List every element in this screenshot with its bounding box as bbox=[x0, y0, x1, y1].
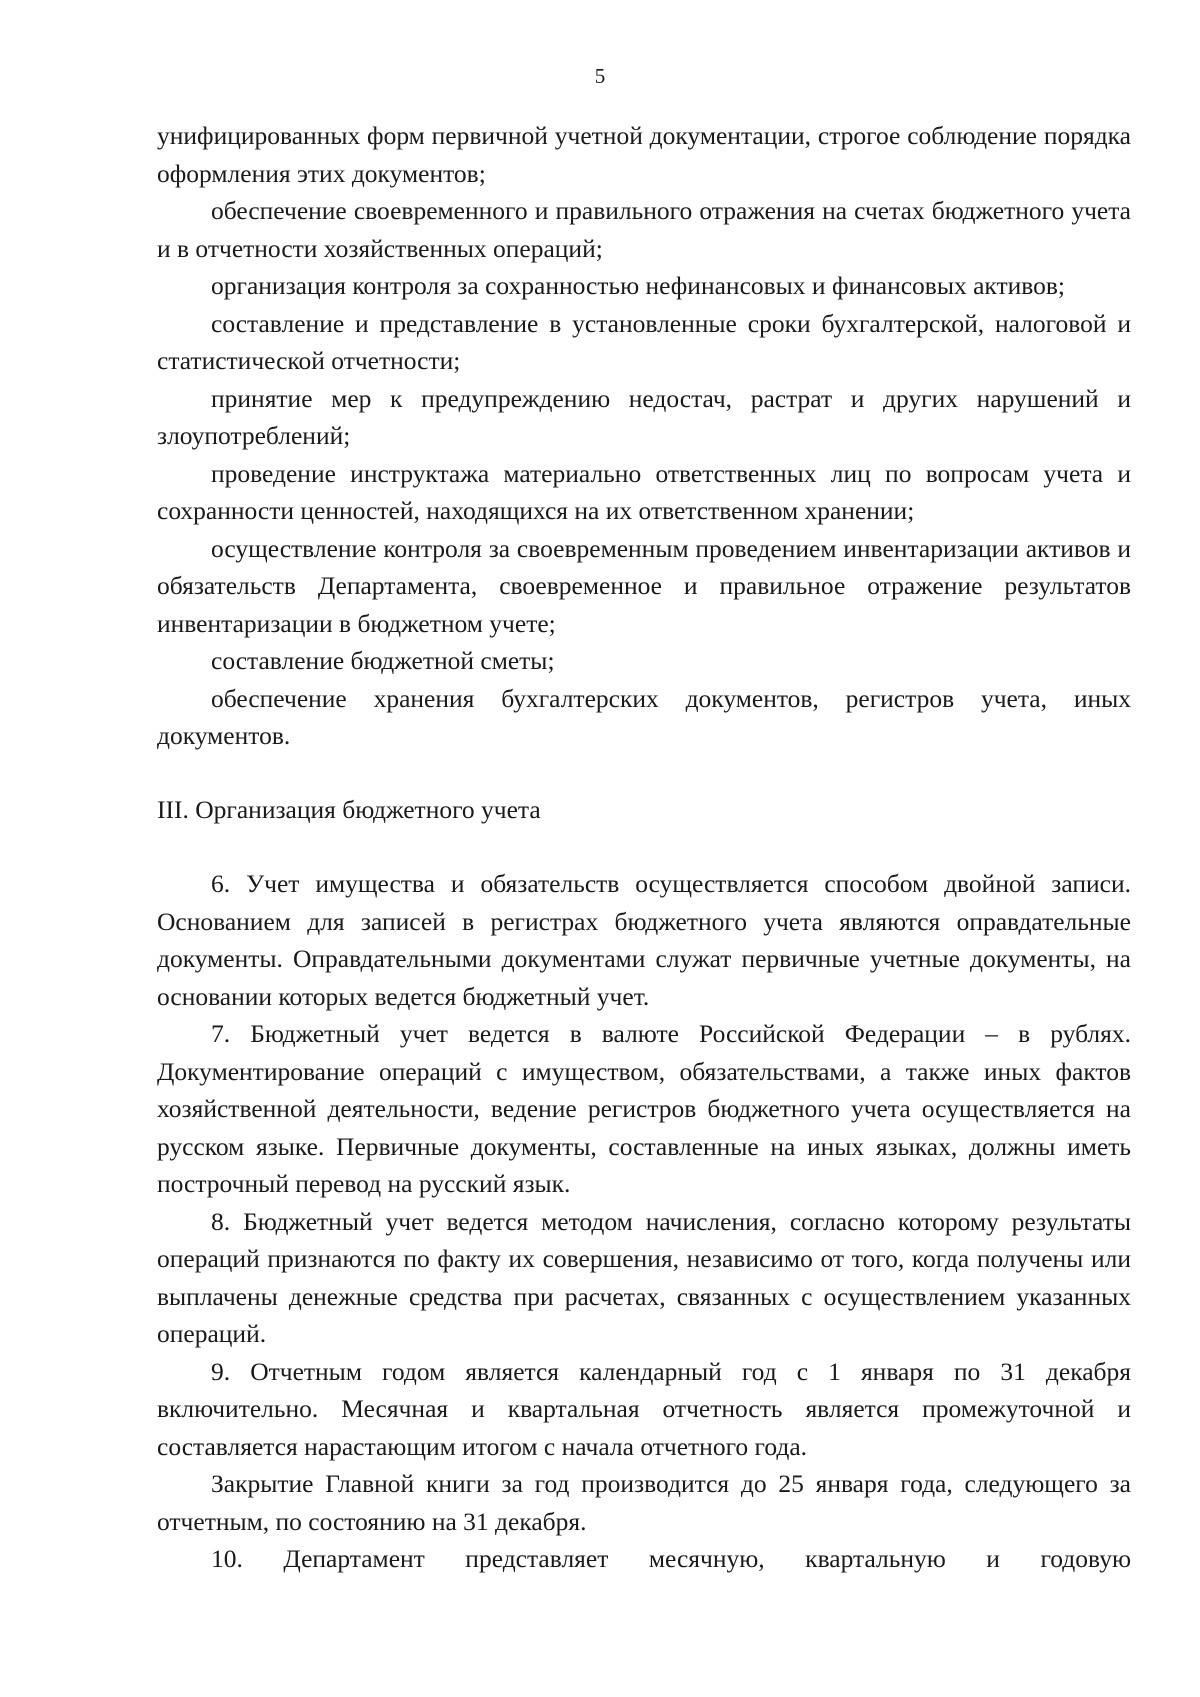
section-paragraph: Закрытие Главной книги за год производится до 25 января года, следующего за отчетным, по состоянию на 31 декабря. bbox=[157, 1469, 1131, 1536]
list-item: организация контроля за сохранностью нефинансовых и финансовых активов; bbox=[211, 271, 1066, 300]
section-paragraph: 7. Бюджетный учет ведется в валюте Российской Федерации – в рублях. Документирование операций с имуществом, обязательствами, а также иных фактов хозяйственной деятельности, ведение регистров бюджетного учета осуществляется на русском языке. Первичные документы, составленные на иных языках, должны иметь построчный перевод на русский язык. bbox=[157, 1019, 1131, 1198]
section-paragraph: 6. Учет имущества и обязательств осуществляется способом двойной записи. Основанием для записей в регистрах бюджетного учета являются оправдательные документы. Оправдательными документами служат первичные учетные документы, на основании которых ведется бюджетный учет. bbox=[157, 869, 1131, 1011]
list-item: обеспечение своевременного и правильного отражения на счетах бюджетного учета и в отчетности хозяйственных операций; bbox=[157, 196, 1131, 263]
page-number: 5 bbox=[594, 64, 606, 88]
list-item: составление и представление в установленные сроки бухгалтерской, налоговой и статистической отчетности; bbox=[157, 308, 1131, 375]
section-paragraph: 10. Департамент представляет месячную, квартальную и годовую bbox=[211, 1544, 1131, 1573]
list-item: обеспечение хранения бухгалтерских документов, регистров учета, иных документов. bbox=[157, 683, 1131, 750]
list-item: составление бюджетной сметы; bbox=[211, 646, 555, 675]
section-paragraph: 9. Отчетным годом является календарный год с 1 января по 31 декабря включительно. Месячная и квартальная отчетность является промежуточной и составляется нарастающим итогом с начала отчетного года. bbox=[157, 1356, 1131, 1461]
list-item: проведение инструктажа материально ответственных лиц по вопросам учета и сохранности ценностей, находящихся на их ответственном хранении; bbox=[157, 458, 1131, 525]
section-paragraph: 8. Бюджетный учет ведется методом начисления, согласно которому результаты операций признаются по факту их совершения, независимо от того, когда получены или выплачены денежные средства при расчетах, связанных с осуществлением указанных операций. bbox=[157, 1206, 1131, 1348]
list-item-continuation: унифицированных форм первичной учетной документации, строгое соблюдение порядка оформления этих документов; bbox=[157, 121, 1131, 188]
section-heading: III. Организация бюджетного учета bbox=[157, 794, 541, 824]
page-body bbox=[157, 117, 1131, 1578]
list-item: принятие мер к предупреждению недостач, растрат и других нарушений и злоупотреблений; bbox=[157, 383, 1131, 450]
list-item: осуществление контроля за своевременным проведением инвентаризации активов и обязательств Департамента, своевременное и правильное отражение результатов инвентаризации в бюджетном учете; bbox=[157, 533, 1131, 638]
